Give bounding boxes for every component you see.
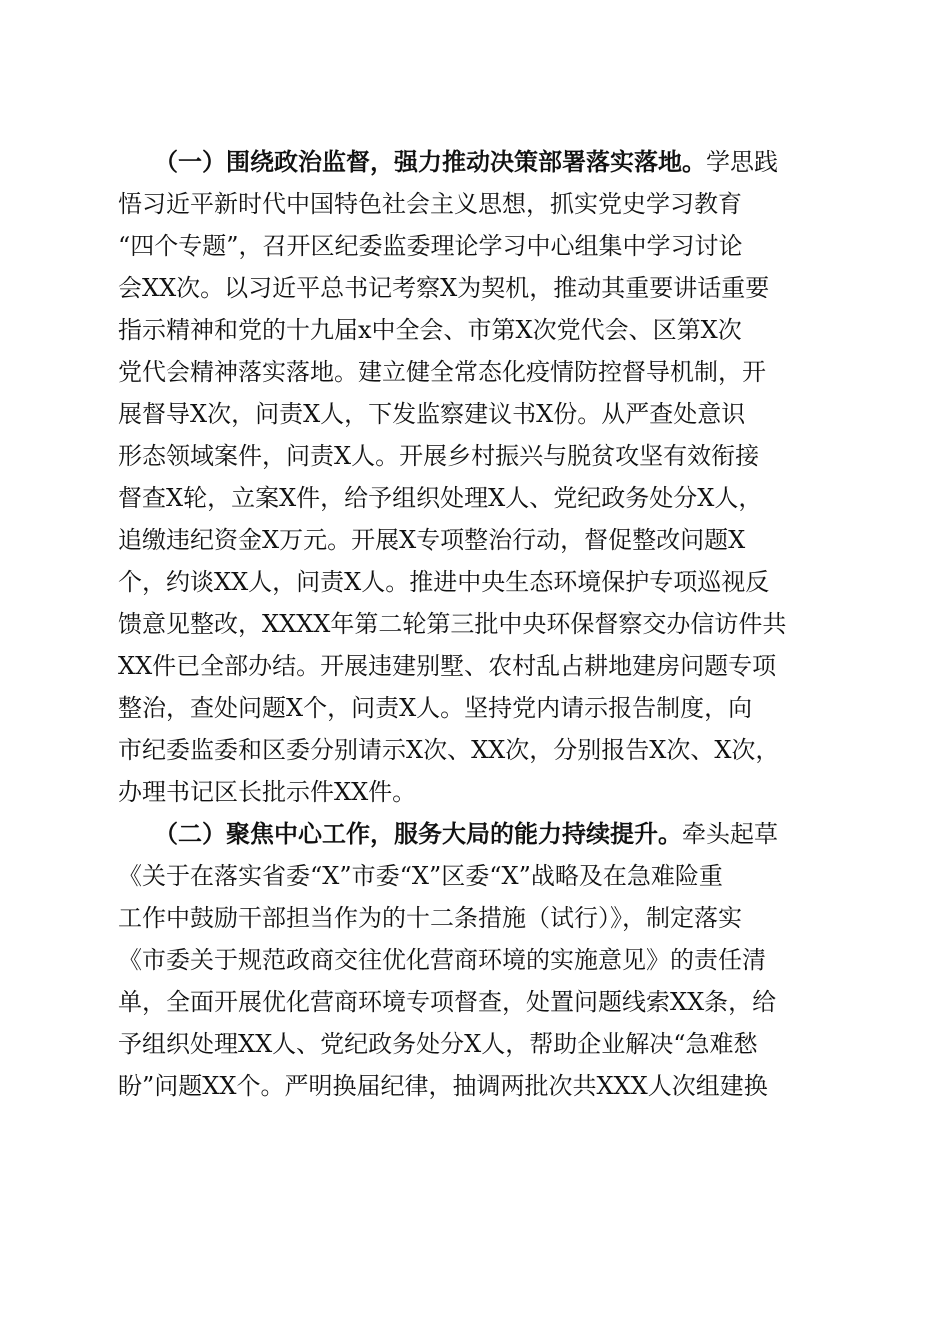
paragraph-line: 督查X轮，立案X件，给予组织处理X人、党纪政务处分X人， [118,484,763,512]
paragraph-line: XX件已全部办结。开展违建别墅、农村乱占耕地建房问题专项 [118,652,777,680]
section-heading: （一）围绕政治监督，强力推动决策部署落实落地。 [166,147,706,176]
paragraph-line: 《关于在落实省委“X”市委“X”区委“X”战略及在急难险重 [118,862,723,890]
section-heading: （二）聚焦中心工作，服务大局的能力持续提升。 [166,819,682,848]
paragraph-line: 个，约谈XX人，问责X人。推进中央生态环境保护专项巡视反 [118,568,770,596]
body-text: 学思践 [706,148,778,176]
paragraph-political-supervision [118,141,838,813]
body-text: 牵头起草 [682,820,778,848]
paragraph-line: 盼”问题XX个。严明换届纪律，抽调两批次共XXX人次组建换 [118,1072,768,1100]
paragraph-line: 形态领域案件，问责X人。开展乡村振兴与脱贫攻坚有效衔接 [118,442,760,470]
paragraph-line: 办理书记区长批示件XX件。 [118,778,417,806]
paragraph-line: 悟习近平新时代中国特色社会主义思想，抓实党史学习教育 [118,190,742,218]
paragraph-line: 整治，查处问题X个，问责X人。坚持党内请示报告制度，向 [118,694,753,722]
paragraph-line: 馈意见整改，XXXX年第二轮第三批中央环保督察交办信访件共 [118,610,787,638]
paragraph-line: 予组织处理XX人、党纪政务处分X人，帮助企业解决“急难愁 [118,1030,758,1058]
paragraph-line [118,813,838,855]
paragraph-line: 工作中鼓励干部担当作为的十二条措施（试行）》，制定落实 [118,904,742,932]
paragraph-line: 追缴违纪资金X万元。开展X专项整治行动，督促整改问题X [118,526,746,554]
paragraph-line: 《市委关于规范政商交往优化营商环境的实施意见》的责任清 [118,946,766,974]
paragraph-line: 展督导X次，问责X人，下发监察建议书X份。从严查处意识 [118,400,746,428]
paragraph-central-work [118,813,838,1107]
paragraph-line: 单，全面开展优化营商环境专项督查，处置问题线索XX条，给 [118,988,777,1016]
paragraph-line [118,141,838,183]
paragraph-line: 市纪委监委和区委分别请示X次、XX次，分别报告X次、X次， [118,736,780,764]
paragraph-line: “四个专题”，召开区纪委监委理论学习中心组集中学习讨论 [118,232,743,260]
paragraph-line: 指示精神和党的十九届x中全会、市第X次党代会、区第X次 [118,316,742,344]
paragraph-line: 会XX次。以习近平总书记考察X为契机，推动其重要讲话重要 [118,274,770,302]
paragraph-line: 党代会精神落实落地。建立健全常态化疫情防控督导机制，开 [118,358,766,386]
